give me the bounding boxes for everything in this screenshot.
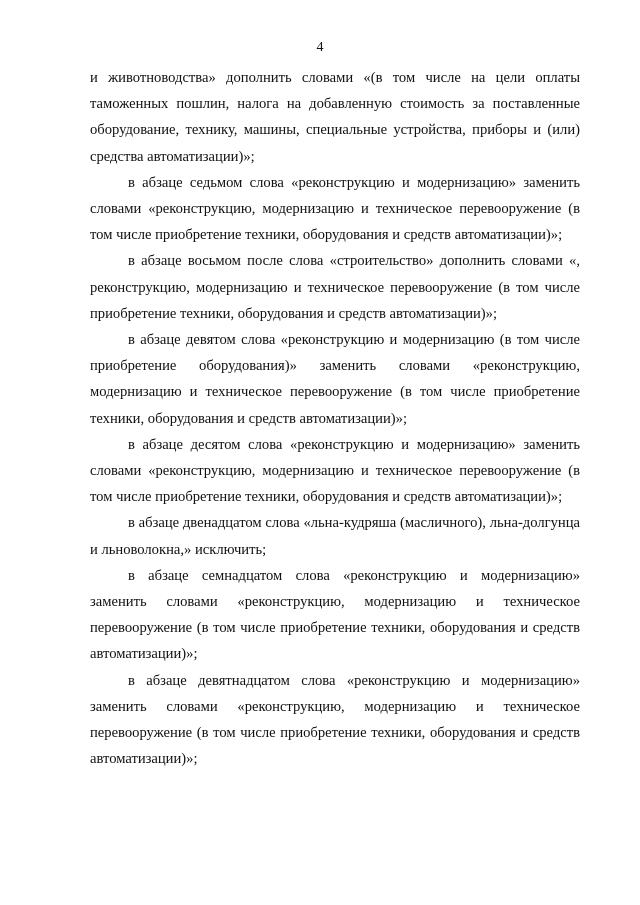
paragraph-ninth: в абзаце девятом слова «реконструкцию и модернизацию (в том числе приобретение оборудования)» заменить словами «реконструкцию, модернизацию и техническое перевооружение (в том числе приобретение техники, оборудования и средств автоматизации)»; — [90, 332, 580, 427]
paragraph-continuation: и животноводства» дополнить словами «(в том числе на цели оплаты таможенных пошлин, налога на добавленную стоимость за поставленные оборудование, технику, машины, специальные устройства, приборы и (или) средства автоматизации)»; — [90, 70, 580, 165]
paragraph-twelfth: в абзаце двенадцатом слова «льна-кудряша (масличного), льна-долгунца и льноволокна,» исключить; — [90, 515, 580, 558]
paragraph-seventeenth: в абзаце семнадцатом слова «реконструкцию и модернизацию» заменить словами «реконструкцию, модернизацию и техническое перевооружение (в том числе приобретение техники, оборудования и средств автоматизации)»; — [90, 567, 580, 663]
paragraph-eighth: в абзаце восьмом после слова «строительство» дополнить словами «, реконструкцию, модернизацию и техническое перевооружение (в том числе приобретение техники, оборудования и средств автоматизации)»; — [90, 253, 580, 322]
paragraph-tenth: в абзаце десятом слова «реконструкцию и модернизацию» заменить словами «реконструкцию, модернизацию и техническое перевооружение (в том числе приобретение техники, оборудования и средств автоматизации)»; — [90, 436, 580, 506]
paragraph-seventh: в абзаце седьмом слова «реконструкцию и модернизацию» заменить словами «реконструкцию, модернизацию и техническое перевооружение (в том числе приобретение техники, оборудования и средств автоматизации)»; — [90, 174, 580, 244]
paragraph-nineteenth: в абзаце девятнадцатом слова «реконструкцию и модернизацию» заменить словами «реконструкцию, модернизацию и техническое перевооружение (в том числе приобретение техники, оборудования и средств автоматизации)»; — [90, 672, 580, 768]
page-number: 4 — [316, 40, 324, 55]
document-body — [90, 65, 580, 772]
